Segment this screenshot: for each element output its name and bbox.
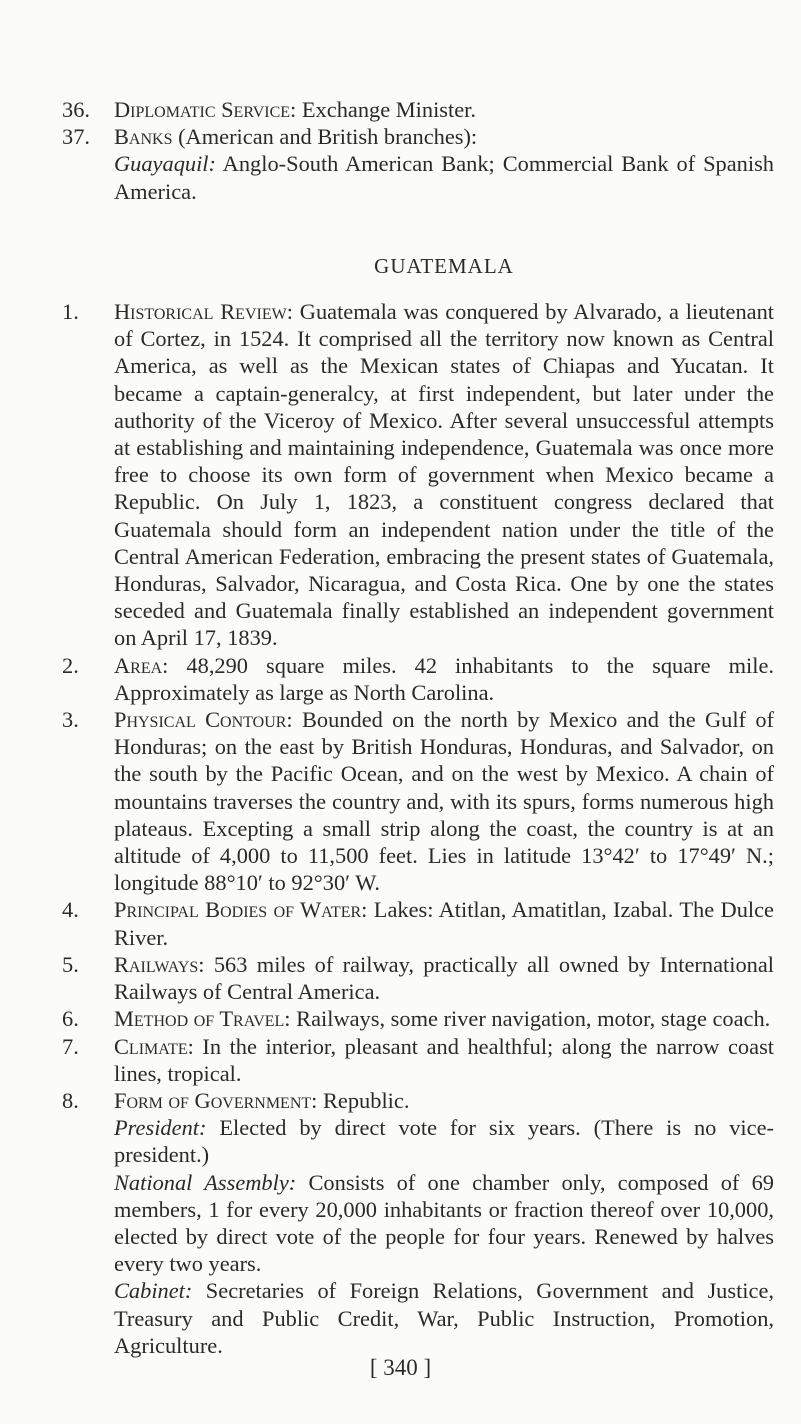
item-text: 48,290 square miles. 42 inhabitants to the square mile. Approximately as large as North Carolina. <box>114 652 774 705</box>
item-heading: Climate: <box>114 1033 194 1059</box>
item-heading: Railways: <box>114 951 205 977</box>
list-item <box>62 298 774 652</box>
item-number: 4. <box>62 897 79 923</box>
item-text: Lakes: Atitlan, Amatitlan, Izabal. The Dulce River. <box>114 897 774 950</box>
list-item <box>62 1033 774 1087</box>
item-number: 3. <box>62 707 79 733</box>
list-item <box>62 652 774 706</box>
item-heading: Banks <box>114 124 173 150</box>
item-number: 1. <box>62 299 79 325</box>
list-item <box>62 123 774 205</box>
page-text <box>62 96 774 1359</box>
item-number: 36. <box>62 97 90 122</box>
item-heading: Method of Travel: <box>114 1006 291 1032</box>
list-item <box>62 896 774 950</box>
item-number: 5. <box>62 951 79 977</box>
sub-text: Consists of one chamber only, composed of 69 members, 1 for every 20,000 inhabitants or fraction thereof over 10,000, elected by direct vote of the people for four years. Renewed by halves every two years. <box>114 1169 774 1277</box>
item-number: 37. <box>62 124 90 150</box>
item-heading: Area: <box>114 652 169 678</box>
item-number: 2. <box>62 652 79 678</box>
list-item <box>62 1005 774 1032</box>
item-heading: Principal Bodies of Water: <box>114 897 368 923</box>
item-text: In the interior, pleasant and healthful; along the narrow coast lines, tropical. <box>114 1033 774 1086</box>
item-number: 8. <box>62 1087 79 1113</box>
item-text: Republic. <box>317 1087 410 1113</box>
item-text: 563 miles of railway, practically all owned by International Railways of Central America. <box>114 951 774 1005</box>
item-number: 6. <box>62 1006 79 1032</box>
item-text: (American and British branches): <box>172 124 478 150</box>
list-item <box>62 706 774 896</box>
list-item <box>62 96 774 123</box>
sub-label: Guayaquil: <box>114 151 216 177</box>
government-subitem <box>62 1169 774 1278</box>
list-item <box>62 1087 774 1114</box>
item-heading: Form of Government: <box>114 1087 318 1113</box>
list-item <box>62 951 774 1005</box>
page-number: [ 340 ] <box>369 1355 432 1380</box>
sub-label: President: <box>114 1115 207 1141</box>
item-text: Railways, some river navigation, motor, stage coach. <box>290 1006 771 1032</box>
item-text: Exchange Minister. <box>296 97 476 122</box>
government-subitem <box>62 1114 774 1168</box>
section-title: GUATEMALA <box>374 253 514 278</box>
item-heading: Physical Contour: <box>114 707 293 733</box>
sub-label: National Assembly: <box>114 1169 297 1195</box>
sub-text: Elected by direct vote for six years. (There is no vice-president.) <box>114 1115 774 1168</box>
sub-text: Secretaries of Foreign Relations, Government and Justice, Treasury and Public Credit, War, Public Instruction, Promotion, Agriculture. <box>114 1278 774 1358</box>
sub-text: Anglo-South American Bank; Commercial Bank of Spanish America. <box>114 151 774 204</box>
item-number: 7. <box>62 1033 79 1059</box>
item-heading: Diplomatic Service: <box>114 97 297 122</box>
item-heading: Historical Review: <box>114 299 293 325</box>
item-text: Guatemala was conquered by Alvarado, a lieutenant of Cortez, in 1524. It comprised all the territory now known as Central America, as well as the Mexican states of Chiapas and Yucatan. It became a captain-generalcy, at first independent, but later under the authority of the Viceroy of Mexico. After several unsuccessful attempts at establishing and maintaining independence, Guatemala was once more free to choose its own form of government when Mexico became a Republic. On July 1, 1823, a constituent congress declared that Guatemala should form an independent nation under the title of the Central American Federation, embracing the present states of Guatemala, Honduras, Salvador, Nicaragua, and Costa Rica. One by one the states seceded and Guatemala finally established an independent government on April 17, 1839. <box>114 299 774 651</box>
item-text: Bounded on the north by Mexico and the Gulf of Honduras; on the east by British Honduras, Honduras, and Salvador, on the south by the Pacific Ocean, and on the west by Mexico. A chain of mountains traverses the country and, with its spurs, forms numerous high plateaus. Excepting a small strip along the coast, the country is at an altitude of 4,000 to 11,500 feet. Lies in latitude 13°42′ to 17°49′ N.; longitude 88°10′ to 92°30′ W. <box>114 707 774 896</box>
government-subitem <box>62 1277 774 1359</box>
sub-label: Cabinet: <box>114 1278 193 1304</box>
